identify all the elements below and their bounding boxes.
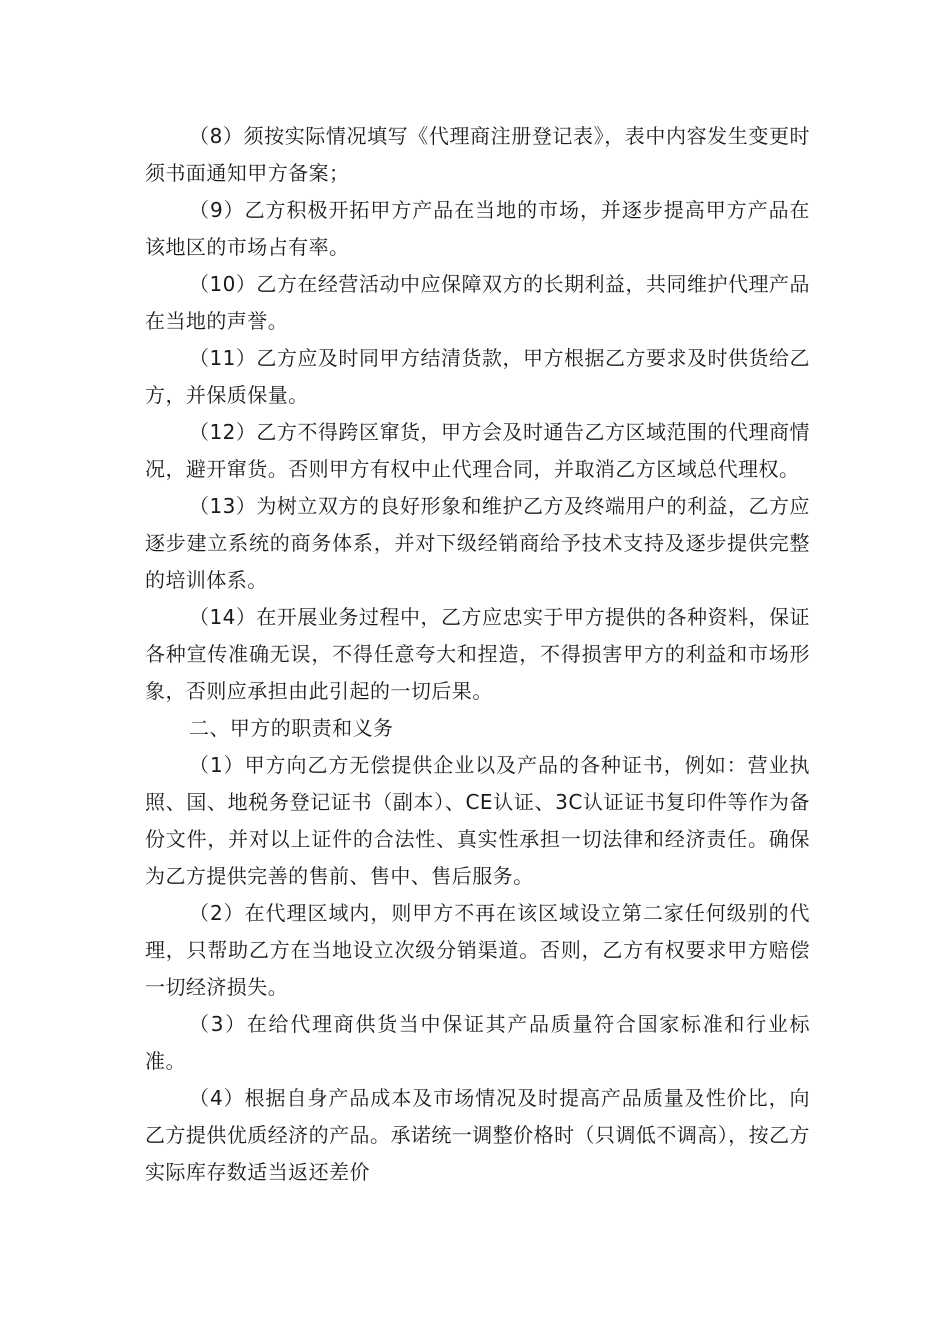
clause-13: （13）为树立双方的良好形象和维护乙方及终端用户的利益，乙方应逐步建立系统的商务体系，并对下级经销商给予技术支持及逐步提供完整的培训体系。 <box>145 494 810 592</box>
section-clause-2: （2）在代理区域内，则甲方不再在该区域设立第二家任何级别的代理，只帮助乙方在当地设立次级分销渠道。否则，乙方有权要求甲方赔偿一切经济损失。 <box>145 901 810 999</box>
clause-9: （9）乙方积极开拓甲方产品在当地的市场，并逐步提高甲方产品在该地区的市场占有率。 <box>145 198 810 259</box>
section-heading: 二、甲方的职责和义务 <box>189 716 394 740</box>
clause-10: （10）乙方在经营活动中应保障双方的长期利益，共同维护代理产品在当地的声誉。 <box>145 272 810 333</box>
section-clause-3: （3）在给代理商供货当中保证其产品质量符合国家标准和行业标准。 <box>145 1012 810 1073</box>
clause-8: （8）须按实际情况填写《代理商注册登记表》，表中内容发生变更时须书面通知甲方备案； <box>145 124 810 185</box>
clause-12: （12）乙方不得跨区窜货，甲方会及时通告乙方区域范围的代理商情况，避开窜货。否则甲方有权中止代理合同，并取消乙方区域总代理权。 <box>145 420 810 481</box>
document-body <box>145 118 810 1191</box>
section-clause-4: （4）根据自身产品成本及市场情况及时提高产品质量及性价比，向乙方提供优质经济的产品。承诺统一调整价格时（只调低不调高），按乙方实际库存数适当返还差价 <box>145 1086 810 1184</box>
clause-11: （11）乙方应及时同甲方结清货款，甲方根据乙方要求及时供货给乙方，并保质保量。 <box>145 346 810 407</box>
section-clause-1: （1）甲方向乙方无偿提供企业以及产品的各种证书，例如：营业执照、国、地税务登记证书（副本）、CE认证、3C认证证书复印件等作为备份文件，并对以上证件的合法性、真实性承担一切法律和经济责任。确保为乙方提供完善的售前、售中、售后服务。 <box>145 753 810 888</box>
clause-14: （14）在开展业务过程中，乙方应忠实于甲方提供的各种资料，保证各种宣传准确无误，不得任意夸大和捏造，不得损害甲方的利益和市场形象，否则应承担由此引起的一切后果。 <box>145 605 810 703</box>
